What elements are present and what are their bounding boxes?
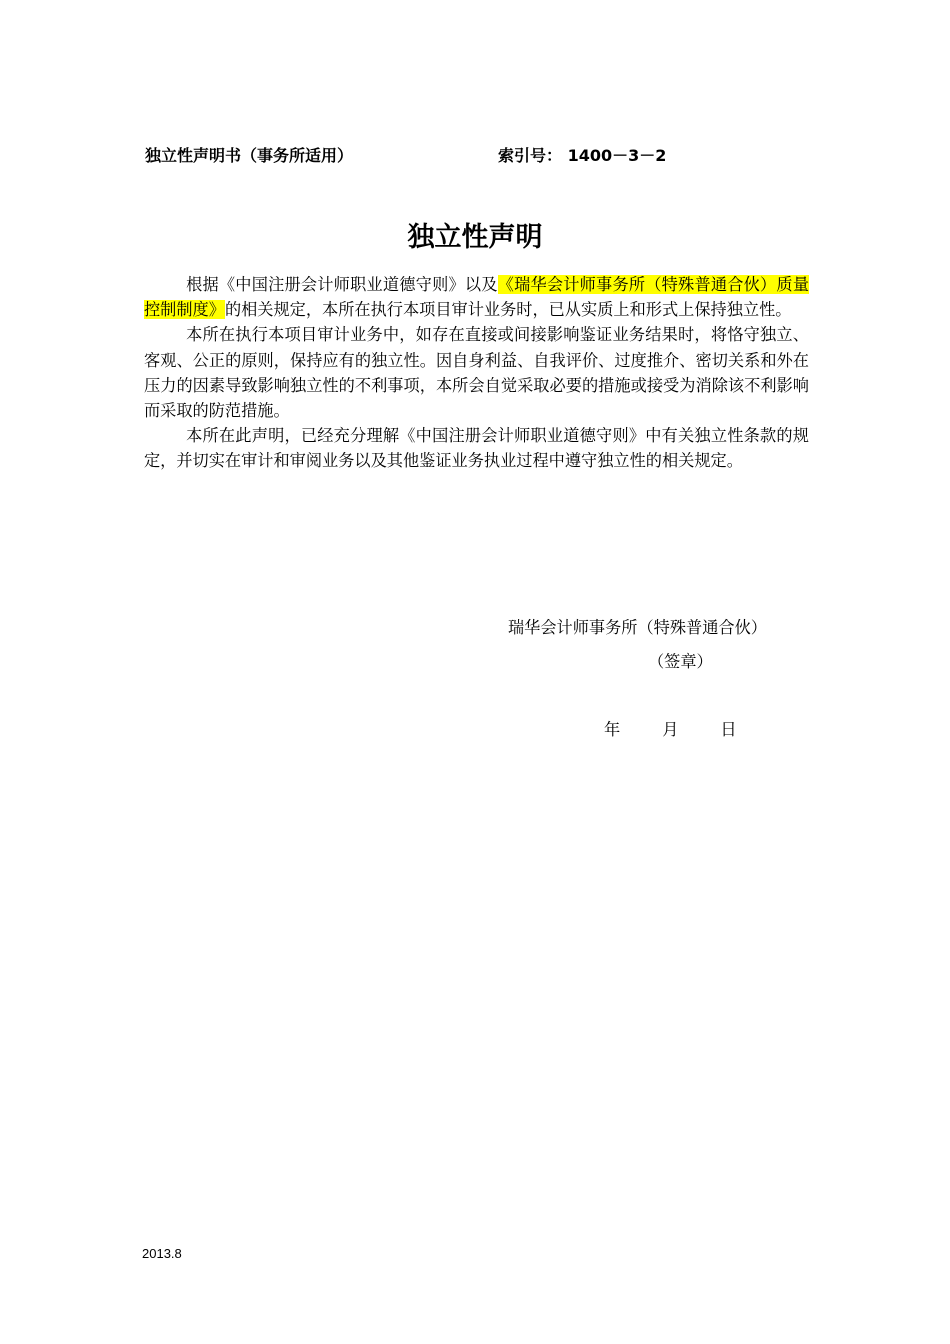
date-line <box>604 719 737 741</box>
paragraph-1-text-b: 的相关规定，本所在执行本项目审计业务时，已从实质上和形式上保持独立性。 <box>224 300 792 320</box>
document-name: 独立性声明书（事务所适用） <box>145 146 354 165</box>
paragraph-3: 本所在此声明，已经充分理解《中国注册会计师职业道德守则》中有关独立性条款的规定，并切实在审计和审阅业务以及其他鉴证业务执业过程中遵守独立性的相关规定。 <box>144 426 809 471</box>
declaration-body <box>144 272 809 474</box>
paragraph-1 <box>144 272 809 322</box>
date-month: 月 <box>662 720 679 739</box>
index-label: 索引号： <box>498 146 563 165</box>
date-year: 年 <box>604 720 621 739</box>
paragraph-2: 本所在执行本项目审计业务中，如存在直接或间接影响鉴证业务结果时，将恪守独立、客观、公正的原则，保持应有的独立性。因自身利益、自我评价、过度推介、密切关系和外在压力的因素导致影响独立性的不利事项，本所会自觉采取必要的措施或接受为消除该不利影响而采取的防范措施。 <box>144 325 809 421</box>
firm-name: 瑞华会计师事务所（特殊普通合伙） <box>508 618 767 637</box>
version-footer: 2013.8 <box>142 1246 182 1261</box>
index-number <box>498 146 666 166</box>
seal-label: （签章） <box>648 652 713 671</box>
paragraph-1-text-a: 根据《中国注册会计师职业道德守则》以及 <box>186 275 498 294</box>
index-value: 1400－3－2 <box>567 146 667 165</box>
page-title: 独立性声明 <box>407 222 543 253</box>
date-day: 日 <box>720 720 737 739</box>
highlighted-regulation: 《瑞华会计师事务所（特殊普通合伙）质量控制制度》 <box>144 275 810 320</box>
